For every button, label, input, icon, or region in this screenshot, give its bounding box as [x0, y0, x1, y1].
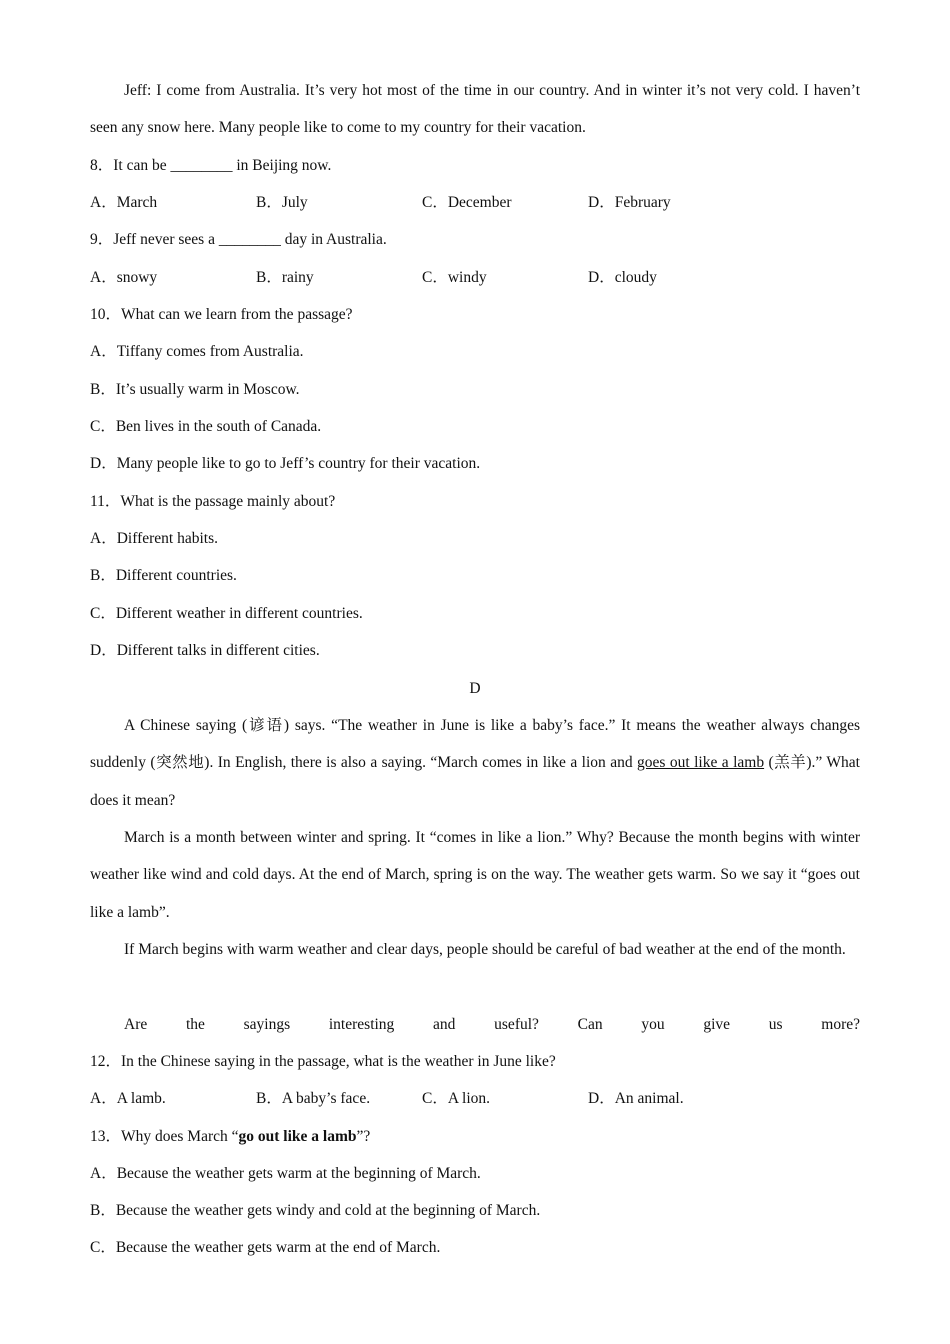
- question-11-option-d[interactable]: D．Different talks in different cities.: [90, 642, 320, 659]
- question-11-option-b[interactable]: B．Different countries.: [90, 567, 237, 584]
- question-9-stem: 9．Jeff never sees a ________ day in Australia.: [90, 231, 387, 248]
- question-8-option-d[interactable]: D．February: [588, 194, 671, 211]
- question-9-option-a[interactable]: A．snowy: [90, 269, 158, 286]
- jeff-paragraph: Jeff: I come from Australia. It’s very hot most of the time in our country. And in winter it’s not very cold. I haven’t seen any snow here. Many people like to come to my country for their vacation.: [90, 82, 860, 137]
- passage-d-p1-text-b: (羔羊).” What does it mean?: [90, 754, 860, 809]
- question-10-option-c[interactable]: C．Ben lives in the south of Canada.: [90, 418, 322, 435]
- question-9-option-d[interactable]: D．cloudy: [588, 269, 657, 286]
- passage-d-p4-text: Are the sayings interesting and useful? Can you give us more?: [124, 1016, 860, 1033]
- question-13-stem: [90, 1127, 370, 1147]
- passage-d-paragraph-2: March is a month between winter and spring. It “comes in like a lion.” Why? Because the month begins with winter weather like wind and cold days. At the end of March, spring is on the way. The weather gets warm. So we say it “goes out like a lamb”.: [90, 829, 860, 921]
- question-13-stem-b: ”?: [356, 1128, 371, 1145]
- question-8-stem: 8．It can be ________ in Beijing now.: [90, 157, 332, 174]
- question-8-option-a[interactable]: A．March: [90, 194, 158, 211]
- question-13-option-a[interactable]: A．Because the weather gets warm at the beginning of March.: [90, 1165, 481, 1182]
- question-8-option-b[interactable]: B．July: [256, 194, 308, 211]
- question-11-option-c[interactable]: C．Different weather in different countries.: [90, 605, 363, 622]
- question-13-option-b[interactable]: B．Because the weather gets windy and cold at the beginning of March.: [90, 1202, 541, 1219]
- question-12-option-a[interactable]: A．A lamb.: [90, 1090, 166, 1107]
- question-9-option-c[interactable]: C．windy: [422, 269, 487, 286]
- passage-d-paragraph-4: [90, 1006, 860, 1043]
- question-11-option-a[interactable]: A．Different habits.: [90, 530, 218, 547]
- question-12-option-c[interactable]: C．A lion.: [422, 1090, 491, 1107]
- question-10-option-b[interactable]: B．It’s usually warm in Moscow.: [90, 381, 300, 398]
- question-13-option-c[interactable]: C．Because the weather gets warm at the end of March.: [90, 1239, 441, 1256]
- question-12-option-b[interactable]: B．A baby’s face.: [256, 1090, 371, 1107]
- question-9-option-b[interactable]: B．rainy: [256, 269, 314, 286]
- question-10-option-a[interactable]: A．Tiffany comes from Australia.: [90, 343, 304, 360]
- passage-d-p1-text-a: A Chinese saying (谚语) says. “The weather in June is like a baby’s face.” It means the weather always changes suddenly (突然地). In English, there is also a saying. “March comes in like a lion and: [90, 717, 860, 772]
- question-13-bold-phrase: go out like a lamb: [238, 1128, 357, 1145]
- section-d-heading: D: [469, 680, 481, 697]
- question-11-stem: 11．What is the passage mainly about?: [90, 493, 336, 510]
- question-8-option-c[interactable]: C．December: [422, 194, 512, 211]
- question-12-option-d[interactable]: D．An animal.: [588, 1090, 684, 1107]
- underlined-phrase: goes out like a lamb: [637, 754, 765, 772]
- passage-d-paragraph-3: If March begins with warm weather and clear days, people should be careful of bad weather at the end of the month.: [124, 941, 846, 958]
- question-13-stem-a: 13．Why does March “: [90, 1128, 239, 1145]
- passage-d-paragraph-1: [90, 707, 860, 819]
- question-10-option-d[interactable]: D．Many people like to go to Jeff’s country for their vacation.: [90, 455, 481, 472]
- question-10-stem: 10．What can we learn from the passage?: [90, 306, 353, 323]
- question-12-stem: 12．In the Chinese saying in the passage, what is the weather in June like?: [90, 1053, 556, 1070]
